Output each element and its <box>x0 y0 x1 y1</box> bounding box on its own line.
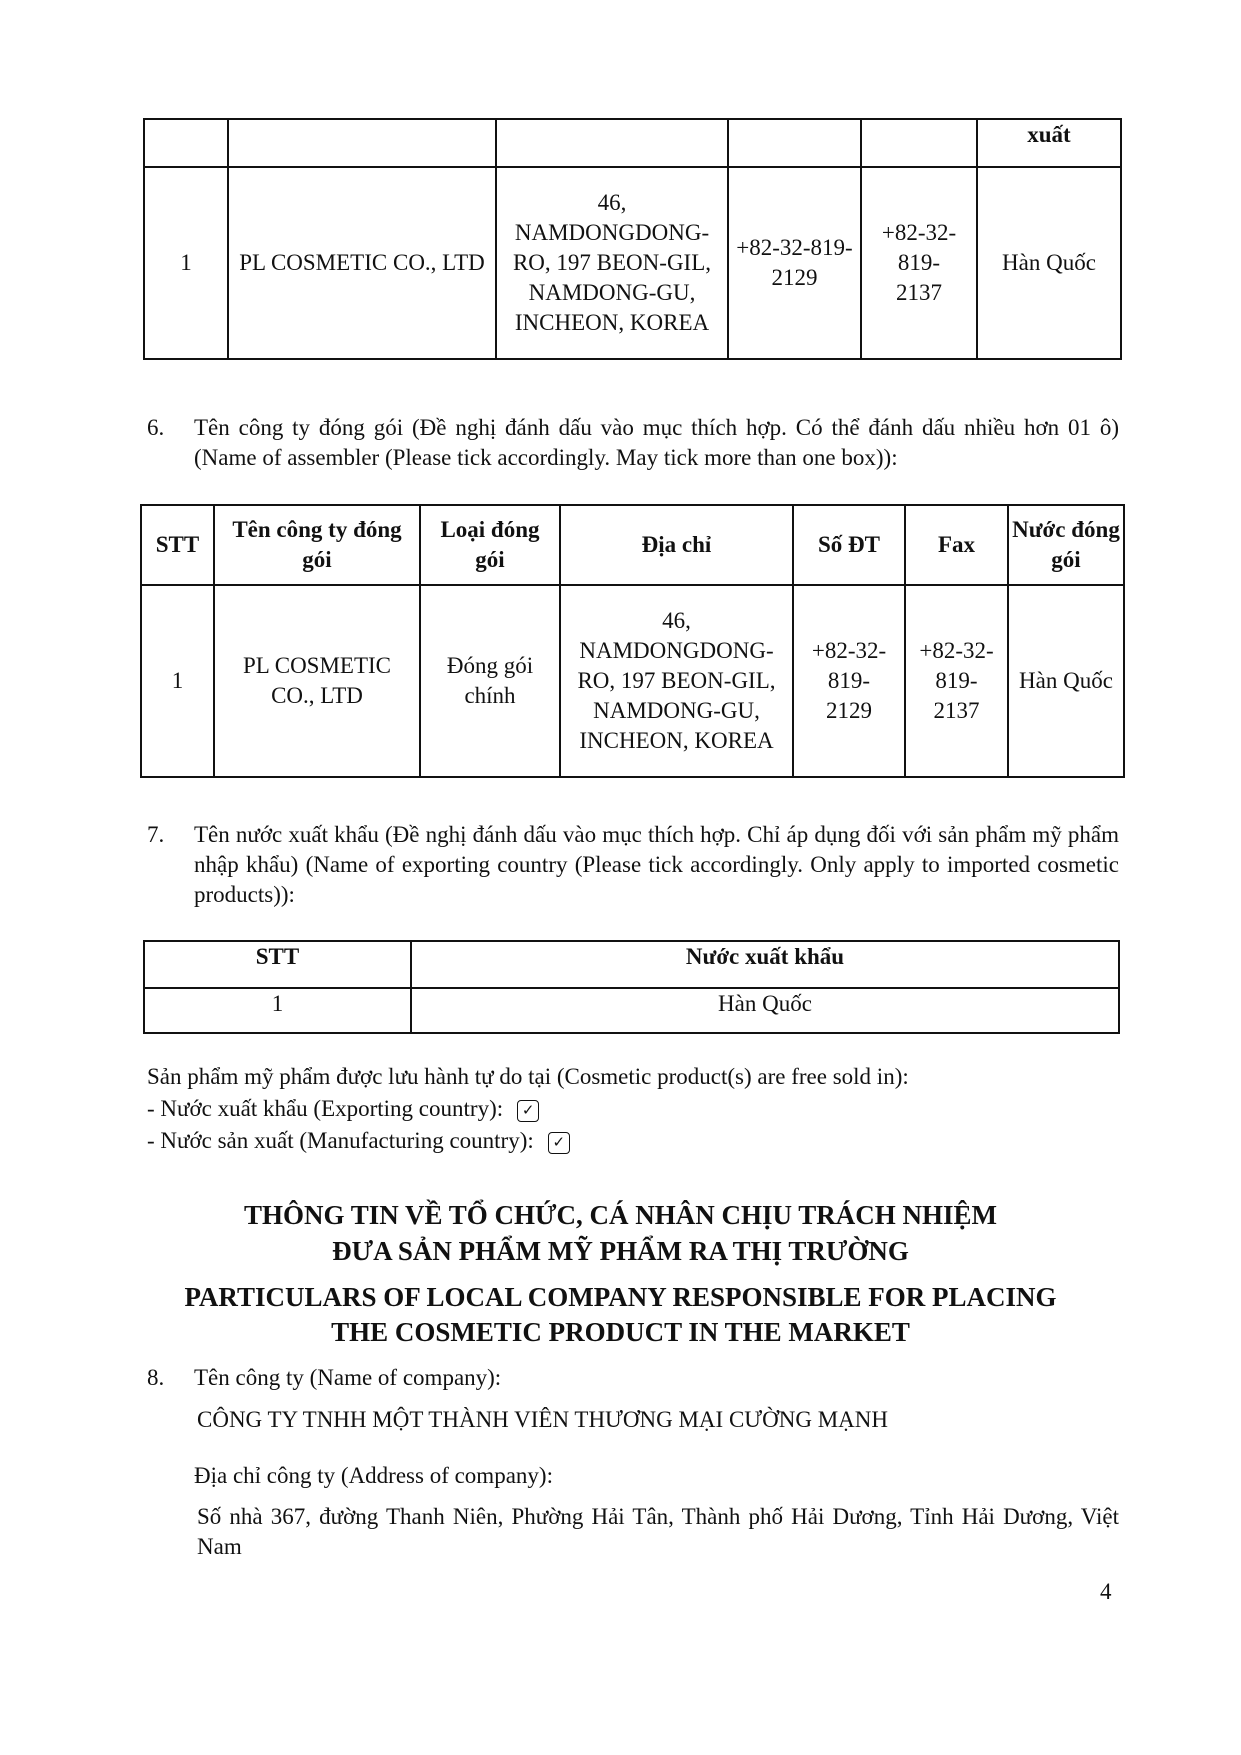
cell-name: PL COSMETIC CO., LTD <box>228 167 496 359</box>
section-6-number: 6. <box>147 415 165 440</box>
free-sold-manufacturing <box>147 1126 570 1156</box>
section-7-number: 7. <box>147 822 165 847</box>
manufacturing-label: - Nước sản xuất (Manufacturing country): <box>147 1128 534 1153</box>
table-row <box>141 585 1124 777</box>
heading-vi-line1: THÔNG TIN VỀ TỔ CHỨC, CÁ NHÂN CHỊU TRÁCH NHIỆM <box>243 1200 998 1230</box>
free-sold-exporting <box>147 1094 539 1124</box>
cell-stt: 1 <box>144 988 411 1033</box>
company-address-label: Địa chỉ công ty (Address of company): <box>194 1463 553 1488</box>
cell-address: 46, NAMDONGDONG-RO, 197 BEON-GIL, NAMDONG-GU, INCHEON, KOREA <box>560 585 793 777</box>
section-7-text: Tên nước xuất khẩu (Đề nghị đánh dấu vào mục thích hợp. Chỉ áp dụng đối với sản phẩm mỹ phẩm nhập khẩu) (Name of exporting country (Please tick accordingly. Only apply to imported cosmetic products)): <box>194 822 1119 907</box>
table-row <box>144 167 1121 359</box>
manufacturing-checkbox[interactable] <box>548 1132 570 1154</box>
exporting-label: - Nước xuất khẩu (Exporting country): <box>147 1096 504 1121</box>
header-address: Địa chỉ <box>560 505 793 585</box>
cell-fax: +82-32-819-2137 <box>861 167 977 359</box>
page-number: 4 <box>1100 1579 1112 1604</box>
header-fax: Fax <box>905 505 1008 585</box>
header-phone: Số ĐT <box>793 505 905 585</box>
table-row <box>144 988 1119 1033</box>
section-6-text: Tên công ty đóng gói (Đề nghị đánh dấu vào mục thích hợp. Có thể đánh dấu nhiều hơn 01 ô) (Name of assembler (Please tick accordingly. May tick more than one box)): <box>194 415 1119 470</box>
assembler-table <box>140 504 1125 778</box>
heading-en-line1: PARTICULARS OF LOCAL COMPANY RESPONSIBLE FOR PLACING <box>184 1282 1057 1312</box>
company-name: CÔNG TY TNHH MỘT THÀNH VIÊN THƯƠNG MẠI CƯỜNG MẠNH <box>197 1407 888 1432</box>
exporting-country-table <box>143 940 1120 1034</box>
cell-stt: 1 <box>144 167 228 359</box>
cell-phone: +82-32-819-2129 <box>793 585 905 777</box>
free-sold-intro: Sản phẩm mỹ phẩm được lưu hành tự do tại (Cosmetic product(s) are free sold in): <box>147 1064 909 1089</box>
cell-type: Đóng gói chính <box>420 585 560 777</box>
header-stt: STT <box>144 941 411 988</box>
check-icon: ✓ <box>552 1134 566 1151</box>
header-country: Nước đóng gói <box>1008 505 1124 585</box>
header-country-tail: xuất <box>977 119 1121 167</box>
exporting-checkbox[interactable] <box>517 1100 539 1122</box>
section-8-number: 8. <box>147 1365 165 1390</box>
cell-address: 46, NAMDONGDONG-RO, 197 BEON-GIL, NAMDONG-GU, INCHEON, KOREA <box>496 167 728 359</box>
cell-fax: +82-32-819-2137 <box>905 585 1008 777</box>
header-country: Nước xuất khẩu <box>411 941 1119 988</box>
company-name-label: Tên công ty (Name of company): <box>194 1365 502 1390</box>
heading-en-line2: THE COSMETIC PRODUCT IN THE MARKET <box>331 1317 910 1347</box>
manufacturer-table <box>143 118 1122 360</box>
cell-stt: 1 <box>141 585 214 777</box>
header-company: Tên công ty đóng gói <box>214 505 420 585</box>
header-stt: STT <box>141 505 214 585</box>
header-type: Loại đóng gói <box>420 505 560 585</box>
cell-country: Hàn Quốc <box>411 988 1119 1033</box>
cell-phone: +82-32-819-2129 <box>728 167 861 359</box>
check-icon: ✓ <box>521 1102 535 1119</box>
company-address: Số nhà 367, đường Thanh Niên, Phường Hải Tân, Thành phố Hải Dương, Tỉnh Hải Dương, Việt Nam <box>197 1504 1119 1559</box>
cell-country: Hàn Quốc <box>1008 585 1124 777</box>
heading-vi-line2: ĐƯA SẢN PHẨM MỸ PHẨM RA THỊ TRƯỜNG <box>332 1236 909 1266</box>
cell-country: Hàn Quốc <box>977 167 1121 359</box>
cell-name: PL COSMETIC CO., LTD <box>214 585 420 777</box>
